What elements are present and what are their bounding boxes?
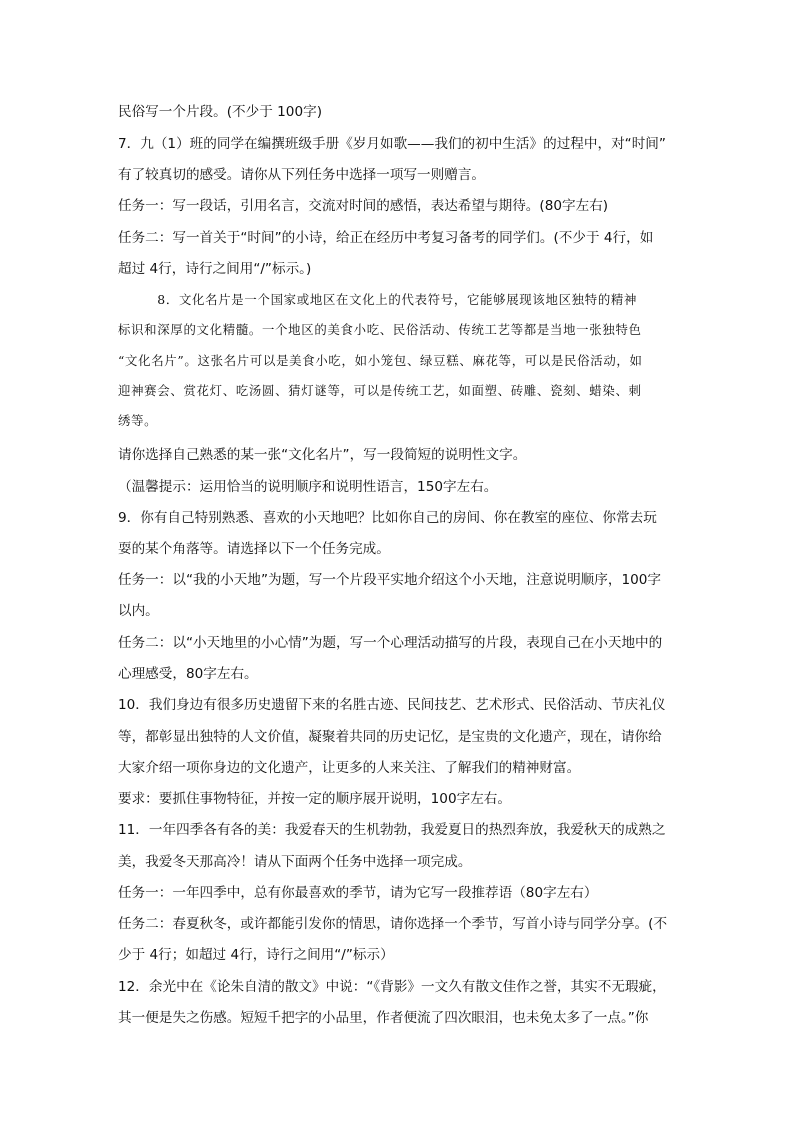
item8-line: 8．文化名片是一个国家或地区在文化上的代表符号，它能够展现该地区独特的精神 xyxy=(118,292,638,307)
text-line: 要求：要抓住事物特征，并按一定的顺序展开说明，100字左右。 xyxy=(118,791,511,807)
text-line: 大家介绍一项你身边的文化遗产，让更多的人来关注、了解我们的精神财富。 xyxy=(118,760,581,776)
text-line: 任务二：春夏秋冬，或许都能引发你的情思，请你选择一个季节，写首小诗与同学分享。(不 xyxy=(118,916,668,932)
text-line: 美，我爱冬天那高冷！请从下面两个任务中选择一项完成。 xyxy=(118,854,472,870)
text-line: 少于 4行；如超过 4行，诗行之间用“/”标示） xyxy=(118,947,394,963)
text-line: 请你选择自己熟悉的某一张“文化名片”，写一段简短的说明性文字。 xyxy=(118,447,527,463)
text-line: 11．一年四季各有各的美：我爱春天的生机勃勃，我爱夏日的热烈奔放，我爱秋天的成熟之 xyxy=(118,822,666,838)
text-line: 等，都彰显出独特的人文价值，凝聚着共同的历史记忆，是宝贵的文化遗产，现在，请你给 xyxy=(118,729,662,745)
text-line: 其一便是失之伤感。短短千把字的小品里，作者便流了四次眼泪，也未免太多了一点。”你 xyxy=(118,1010,649,1026)
item8-line: 绣等。 xyxy=(118,413,158,428)
text-line: 民俗写一个片段。(不少于 100字) xyxy=(118,104,322,120)
text-line: 任务二：以“小天地里的小心情”为题，写一个心理活动描写的片段，表现自己在小天地中的 xyxy=(118,635,663,651)
text-line: 7．九（1）班的同学在编撰班级手册《岁月如歌——我们的初中生活》的过程中，对“时间” xyxy=(118,136,666,152)
text-line: 耍的某个角落等。请选择以下一个任务完成。 xyxy=(118,541,390,557)
text-line: （温馨提示：运用恰当的说明顺序和说明性语言，150字左右。 xyxy=(118,479,498,495)
text-line: 12．余光中在《论朱自清的散文》中说：“《背影》一文久有散文佳作之誉，其实不无瑕疵， xyxy=(118,979,666,995)
text-line: 有了较真切的感受。请你从下列任务中选择一项写一则赠言。 xyxy=(118,167,486,183)
item8-line: 迎神赛会、赏花灯、吃汤圆、猜灯谜等，可以是传统工艺，如面塑、砖雕、瓷刻、蜡染、刺 xyxy=(118,383,642,398)
text-line: 10．我们身边有很多历史遗留下来的名胜古迹、民间技艺、艺术形式、民俗活动、节庆礼仪 xyxy=(118,697,666,713)
item8-line: 标识和深厚的文化精髓。一个地区的美食小吃、民俗活动、传统工艺等都是当地一张独特色 xyxy=(118,322,642,337)
text-line: 任务一：写一段话，引用名言，交流对时间的感悟，表达希望与期待。(80字左右) xyxy=(118,198,609,214)
text-line: 以内。 xyxy=(118,603,159,619)
text-line: 心理感受，80字左右。 xyxy=(118,666,258,682)
item8-line: “文化名片”。这张名片可以是美食小吃，如小笼包、绿豆糕、麻花等，可以是民俗活动，如 xyxy=(118,353,643,368)
text-line: 任务二：写一首关于“时间”的小诗，给正在经历中考复习备考的同学们。(不少于 4行，如 xyxy=(118,230,654,246)
text-line: 任务一：一年四季中，总有你最喜欢的季节，请为它写一段推荐语（80字左右） xyxy=(118,885,598,901)
text-line: 任务一：以“我的小天地”为题，写一个片段平实地介绍这个小天地，注意说明顺序，100字 xyxy=(118,572,661,588)
text-line: 9．你有自己特别熟悉、喜欢的小天地吧？比如你自己的房间、你在教室的座位、你常去玩 xyxy=(118,510,657,526)
text-line: 超过 4行，诗行之间用“/”标示。) xyxy=(118,261,312,277)
